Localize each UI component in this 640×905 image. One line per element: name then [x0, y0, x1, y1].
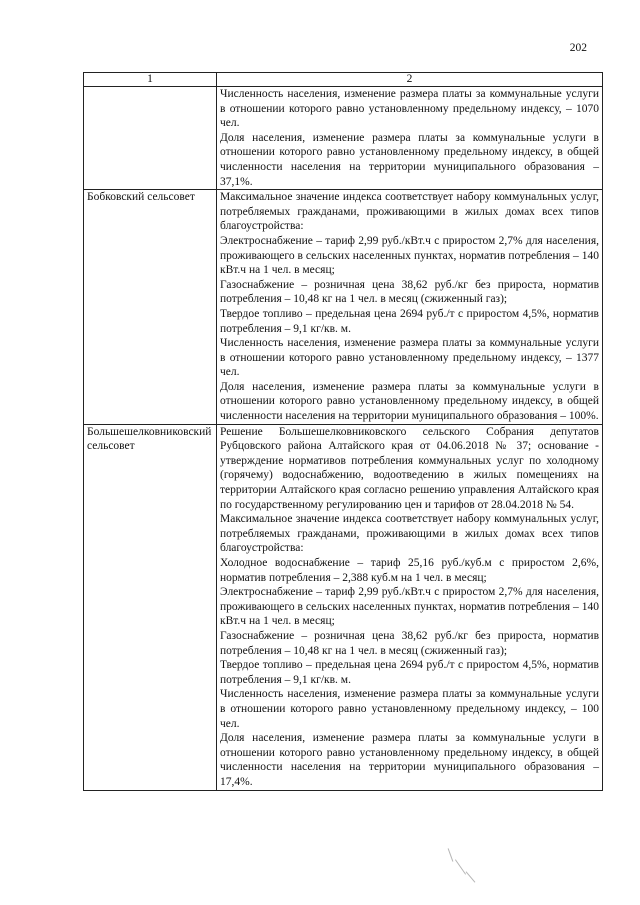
description-paragraph: Решение Большешелковниковского сельского Собрания депутатов Рубцовского района Алтайского края от 04.06.2018 № 37; основание - утверждение нормативов потребления коммунальных услуг по холодному (горячему) водоснабжению, водоотведению в жилых помещениях на территории Алтайского края согласно решению управления Алтайского края по государственному регулированию цен и тарифов от 28.04.2018 № 54.	[220, 425, 599, 511]
description-paragraph: Доля населения, изменение размера платы за коммунальные услуги в отношении которого равно установленному предельному индексу, в общей численности населения на территории муниципального образования – 100%.	[220, 380, 599, 423]
description-paragraph: Максимальное значение индекса соответствует набору коммунальных услуг, потребляемых гражданами, проживающими в жилых домах всех типов благоустройства:	[220, 513, 599, 555]
municipality-name: Бобковский сельсовет	[84, 190, 217, 425]
description-paragraph: Доля населения, изменение размера платы за коммунальные услуги в отношении которого равно установленному предельному индексу, в общей численности населения на территории муниципального образования – 37,1%.	[220, 131, 599, 188]
description-paragraph: Численность населения, изменение размера платы за коммунальные услуги в отношении которого равно установленному предельному индексу, – 100 чел.	[220, 688, 599, 730]
description-paragraph: Холодное водоснабжение – тариф 25,16 руб./куб.м с приростом 2,6%, норматив потребления – 2,388 куб.м на 1 чел. в месяц;	[220, 557, 599, 584]
column-header-1: 1	[84, 73, 217, 87]
row-description	[217, 424, 603, 790]
row-description	[217, 190, 603, 425]
description-paragraph: Твердое топливо – предельная цена 2694 руб./т с приростом 4,5%, норматив потребления – 9,1 кг/кв. м.	[220, 659, 599, 686]
page-number: 202	[569, 42, 587, 54]
description-paragraph: Твердое топливо – предельная цена 2694 руб./т с приростом 4,5%, норматив потребления – 9,1 кг/кв. м.	[220, 307, 599, 335]
description-paragraph: Электроснабжение – тариф 2,99 руб./кВт.ч с приростом 2,7% для населения, проживающего в сельских населенных пунктах, норматив потребления – 140 кВт.ч на 1 чел. в месяц;	[220, 234, 599, 277]
description-paragraph: Численность населения, изменение размера платы за коммунальные услуги в отношении которого равно установленному предельному индексу, – 1377 чел.	[220, 337, 599, 379]
description-paragraph: Доля населения, изменение размера платы за коммунальные услуги в отношении которого равно установленному предельному индексу, в общей численности населения на территории муниципального образования – 17,4%.	[220, 732, 599, 788]
description-paragraph: Численность населения, изменение размера платы за коммунальные услуги в отношении которого равно установленному предельному индексу, – 1070 чел.	[220, 88, 599, 130]
description-paragraph: Максимальное значение индекса соответствует набору коммунальных услуг, потребляемых гражданами, проживающими в жилых домах всех типов благоустройства:	[220, 191, 599, 233]
description-paragraph: Электроснабжение – тариф 2,99 руб./кВт.ч с приростом 2,7% для населения, проживающего в сельских населенных пунктах, норматив потребления – 140 кВт.ч на 1 чел. в месяц;	[220, 586, 599, 628]
table-header-row	[84, 73, 603, 87]
municipality-name	[84, 87, 217, 190]
description-paragraph: Газоснабжение – розничная цена 38,62 руб./кг без прироста, норматив потребления – 10,48 кг на 1 чел. в месяц (сжиженный газ);	[220, 278, 599, 306]
column-header-2: 2	[217, 73, 603, 87]
data-table	[83, 72, 603, 791]
scan-artifact	[448, 848, 478, 888]
row-description	[217, 87, 603, 190]
municipality-name: Большешелковниковский сельсовет	[84, 424, 217, 790]
table-row	[84, 424, 603, 790]
table-row	[84, 87, 603, 190]
table-row	[84, 190, 603, 425]
description-paragraph: Газоснабжение – розничная цена 38,62 руб./кг без прироста, норматив потребления – 10,48 кг на 1 чел. в месяц (сжиженный газ);	[220, 629, 599, 657]
